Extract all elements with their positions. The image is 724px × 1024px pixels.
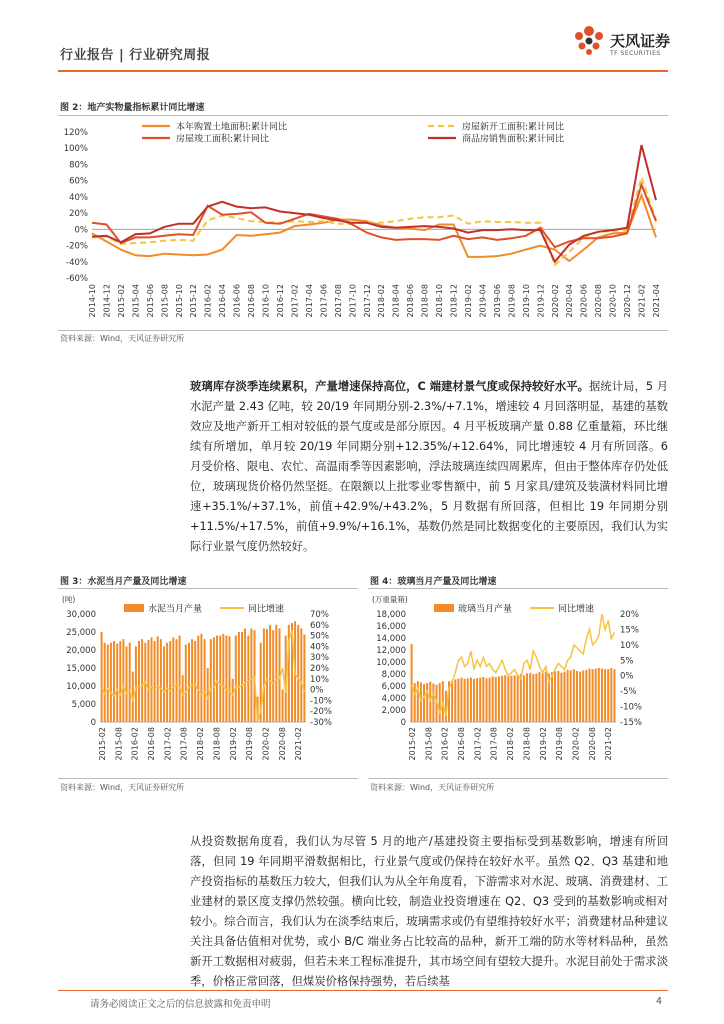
x-tick-label: 2020-08 xyxy=(587,727,597,761)
production-bar xyxy=(604,669,606,722)
y-right-tick-label: 70% xyxy=(310,610,329,620)
production-bar xyxy=(157,636,159,722)
x-tick-label: 2019-06 xyxy=(492,284,502,318)
production-bar xyxy=(532,674,534,722)
x-tick-label: 2015-10 xyxy=(174,284,184,318)
unit-label: (吨) xyxy=(62,595,76,604)
production-bar xyxy=(579,672,581,722)
x-tick-label: 2019-08 xyxy=(555,727,565,761)
x-tick-label: 2016-02 xyxy=(440,727,450,761)
x-tick-label: 2017-06 xyxy=(319,284,329,318)
footer-disclaimer: 请务必阅读正文之后的信息披露和免责申明 xyxy=(90,999,271,1010)
y-left-tick-label: 12,000 xyxy=(376,646,406,656)
y-right-tick-label: -20% xyxy=(310,707,332,718)
production-bar xyxy=(129,643,131,722)
x-tick-label: 2017-04 xyxy=(304,284,314,318)
x-tick-label: 2015-04 xyxy=(131,284,141,318)
x-tick-label: 2017-08 xyxy=(179,727,189,761)
production-bar xyxy=(213,637,215,722)
production-bar xyxy=(110,643,112,722)
y-left-tick-label: 25,000 xyxy=(66,628,96,638)
y-right-tick-label: 60% xyxy=(310,620,329,631)
production-bar xyxy=(200,634,202,722)
figure-3-rule xyxy=(58,588,358,589)
production-bar xyxy=(113,641,115,722)
production-bar xyxy=(476,678,478,722)
x-tick-label: 2021-02 xyxy=(604,727,614,761)
production-bar xyxy=(197,636,199,722)
production-bar xyxy=(432,684,434,722)
production-bar xyxy=(551,672,553,722)
production-bar xyxy=(216,636,218,722)
x-tick-label: 2019-10 xyxy=(521,284,531,318)
figure-4-rule xyxy=(368,588,668,589)
x-tick-label: 2020-02 xyxy=(550,284,560,318)
y-tick-label: 120% xyxy=(63,128,88,138)
production-bar xyxy=(163,646,165,722)
production-bar xyxy=(266,629,268,722)
x-tick-label: 2017-12 xyxy=(362,284,372,318)
y-left-tick-label: 10,000 xyxy=(66,682,96,692)
y-tick-label: 20% xyxy=(69,209,88,220)
production-bar xyxy=(101,632,103,722)
production-bar xyxy=(241,632,243,722)
production-bar xyxy=(461,678,463,722)
production-bar xyxy=(272,630,274,722)
figure-2-bottom-rule xyxy=(58,330,668,331)
x-tick-label: 2019-12 xyxy=(536,284,546,318)
production-bar xyxy=(454,679,456,722)
y-right-tick-label: 40% xyxy=(310,642,329,653)
production-bar xyxy=(601,669,603,722)
figure-2-title: 图 2：地产实物量指标累计同比增速 xyxy=(60,103,205,113)
production-bar xyxy=(504,675,506,722)
production-bar xyxy=(510,676,512,722)
y-right-tick-label: 0% xyxy=(310,685,324,696)
figure-2-rule xyxy=(58,115,668,116)
y-right-tick-label: 30% xyxy=(310,653,329,664)
production-bar xyxy=(482,677,484,722)
y-right-tick-label: 10% xyxy=(310,674,329,685)
production-bar xyxy=(582,670,584,722)
x-tick-label: 2016-02 xyxy=(203,284,213,318)
x-tick-label: 2018-06 xyxy=(406,284,416,318)
paragraph-1-lead: 玻璃库存淡季连续累积，产量增速保持高位，C 端建材景气度或保持较好水平。 xyxy=(190,380,589,393)
production-bar xyxy=(489,678,491,722)
y-left-tick-label: 15,000 xyxy=(66,664,96,674)
production-bar xyxy=(244,628,246,722)
x-tick-label: 2020-08 xyxy=(277,727,287,761)
logo-text-cn: 天风证券 xyxy=(610,32,671,50)
y-right-tick-label: 50% xyxy=(310,631,329,642)
y-left-tick-label: 10,000 xyxy=(376,658,406,668)
x-tick-label: 2018-02 xyxy=(196,727,206,761)
x-tick-label: 2016-10 xyxy=(261,284,271,318)
production-bar xyxy=(526,673,528,722)
x-tick-label: 2017-02 xyxy=(290,284,300,318)
production-bar xyxy=(303,635,305,723)
y-right-tick-label: 5% xyxy=(620,656,634,667)
x-tick-label: 2019-02 xyxy=(538,727,548,761)
production-bar xyxy=(420,682,422,722)
x-tick-label: 2016-04 xyxy=(218,284,228,318)
y-left-tick-label: 0 xyxy=(90,718,96,728)
production-bar xyxy=(166,643,168,722)
production-bar xyxy=(191,639,193,722)
production-bar xyxy=(235,636,237,722)
x-tick-label: 2018-12 xyxy=(449,284,459,318)
production-bar xyxy=(172,637,174,722)
x-tick-label: 2014-10 xyxy=(88,284,97,318)
x-tick-label: 2021-04 xyxy=(652,284,661,318)
production-bar xyxy=(229,636,231,722)
x-tick-label: 2020-06 xyxy=(579,284,589,318)
figure-4-bottom-rule xyxy=(368,778,668,779)
x-tick-label: 2017-10 xyxy=(348,284,358,318)
y-left-tick-label: 4,000 xyxy=(381,694,406,704)
production-bar xyxy=(492,676,494,722)
production-bar xyxy=(607,669,609,722)
x-tick-label: 2021-02 xyxy=(637,284,647,318)
production-bar xyxy=(147,640,149,722)
y-right-tick-label: 15% xyxy=(620,625,639,636)
company-logo xyxy=(570,22,680,66)
x-tick-label: 2016-08 xyxy=(147,727,157,761)
production-bar xyxy=(585,670,587,722)
x-tick-label: 2018-04 xyxy=(391,284,401,318)
production-bar xyxy=(116,644,118,723)
paragraph-1-body: 据统计局，5 月水泥产量 2.43 亿吨，较 20/19 年同期分别-2.3%/+7.1%，增速较 4 月回落明显，基建的基数效应及地产新开工相对较低的景气度或是部分原因。4 月平板玻璃产量 0.88 亿重量箱，环比继续有所增加，单月较 20/19 年同期分别+12.35%/+12.64%，同比增速较 4 月有所回落。6 月受价格、限电、农忙、高温雨季等因素影响，浮法玻璃连续四周累库，但由于整体库存仍处低位，玻璃现货价格仍然坚挺。在限额以上批零业零售额中，前 5 月家具/建筑及装潢材料同比增速+35.1%/+37.1%，前值+42.9%/+43.2%，5 月数据有所回落，但相比 19 年同期分别+11.5%/+17.5%，前值+9.9%/+16.1%，基数仍然是同比数据变化的主要原因，我们认为实际行业景气度仍然较好。 xyxy=(190,380,668,553)
y-tick-label: -40% xyxy=(66,257,88,268)
production-bar xyxy=(151,637,153,722)
production-bar xyxy=(457,679,459,722)
production-bar xyxy=(411,644,413,722)
production-bar xyxy=(570,670,572,722)
y-left-tick-label: 18,000 xyxy=(376,610,406,620)
x-tick-label: 2015-06 xyxy=(145,284,155,318)
production-bar xyxy=(122,639,124,722)
x-tick-label: 2019-02 xyxy=(464,284,473,318)
production-bar xyxy=(275,625,277,722)
y-left-tick-label: 16,000 xyxy=(376,622,406,632)
y-tick-label: -60% xyxy=(66,274,88,284)
y-tick-label: 60% xyxy=(69,176,88,187)
production-bar xyxy=(247,636,249,722)
production-bar xyxy=(188,643,190,722)
legend-bar-swatch xyxy=(434,604,454,612)
y-left-tick-label: 5,000 xyxy=(71,700,96,710)
y-tick-label: 40% xyxy=(69,192,88,203)
x-tick-label: 2018-08 xyxy=(420,284,430,318)
x-tick-label: 2015-02 xyxy=(116,284,126,318)
production-bar xyxy=(176,639,178,722)
x-tick-label: 2017-02 xyxy=(163,727,173,761)
figure-2-source: 资料来源：Wind，天风证券研究所 xyxy=(60,334,185,343)
production-bar xyxy=(592,669,594,722)
series-line xyxy=(92,185,656,248)
production-bar xyxy=(613,669,615,722)
production-bar xyxy=(179,636,181,722)
production-bar xyxy=(119,641,121,722)
production-bar xyxy=(219,636,221,722)
production-bar xyxy=(104,643,106,722)
production-bar xyxy=(576,671,578,722)
x-tick-label: 2019-04 xyxy=(478,284,488,318)
production-bar xyxy=(182,675,184,722)
production-bar xyxy=(169,641,171,722)
figure-3-bottom-rule xyxy=(58,778,358,779)
x-tick-label: 2020-02 xyxy=(571,727,581,761)
y-tick-label: 80% xyxy=(69,160,88,171)
figure-3-source: 资料来源：Wind，天风证券研究所 xyxy=(60,783,185,792)
header-divider xyxy=(58,70,668,72)
y-left-tick-label: 6,000 xyxy=(381,682,406,692)
production-bar xyxy=(598,668,600,722)
production-bar xyxy=(238,632,240,722)
x-tick-label: 2018-02 xyxy=(506,727,516,761)
x-tick-label: 2019-08 xyxy=(507,284,517,318)
production-bar xyxy=(486,678,488,722)
production-bar xyxy=(126,646,128,722)
legend-label: 房屋竣工面积:累计同比 xyxy=(176,134,270,145)
x-tick-label: 2017-08 xyxy=(489,727,499,761)
production-bar xyxy=(222,634,224,722)
production-bar xyxy=(250,628,252,722)
production-bar xyxy=(495,677,497,722)
x-tick-label: 2015-08 xyxy=(424,727,434,761)
production-bar xyxy=(479,678,481,722)
production-bar xyxy=(517,675,519,722)
production-bar xyxy=(595,669,597,722)
production-bar xyxy=(464,679,466,722)
y-right-tick-label: 10% xyxy=(620,640,639,651)
production-bar xyxy=(560,673,562,722)
production-bar xyxy=(426,683,428,722)
x-tick-label: 2016-02 xyxy=(130,727,140,761)
y-right-tick-label: -15% xyxy=(620,718,642,728)
x-tick-label: 2021-02 xyxy=(294,727,304,761)
x-tick-label: 2015-08 xyxy=(160,284,170,318)
legend-label: 房屋新开工面积:累计同比 xyxy=(462,122,565,133)
production-bar xyxy=(507,676,509,722)
legend-label: 商品房销售面积:累计同比 xyxy=(462,134,565,145)
series-line xyxy=(92,177,656,265)
x-tick-label: 2018-10 xyxy=(435,284,445,318)
y-tick-label: 100% xyxy=(63,144,88,155)
x-tick-label: 2020-08 xyxy=(594,284,604,318)
y-tick-label: -20% xyxy=(66,241,88,252)
production-bar xyxy=(160,639,162,722)
y-right-tick-label: 0% xyxy=(620,671,634,682)
production-bar xyxy=(282,690,284,722)
footer-divider xyxy=(58,990,668,991)
production-bar xyxy=(297,625,299,722)
page-number: 4 xyxy=(656,996,663,1007)
figure-3-title: 图 3：水泥当月产量及同比增速 xyxy=(60,577,187,587)
production-bar xyxy=(185,645,187,722)
production-bar xyxy=(554,672,556,722)
production-bar xyxy=(573,669,575,722)
production-bar xyxy=(539,672,541,722)
x-tick-label: 2017-02 xyxy=(473,727,483,761)
production-bar xyxy=(269,625,271,722)
x-tick-label: 2014-12 xyxy=(102,284,112,318)
figure-3-combo-chart xyxy=(58,590,358,778)
y-right-tick-label: -10% xyxy=(310,696,332,707)
production-bar xyxy=(154,641,156,722)
production-bar xyxy=(589,669,591,722)
production-bar xyxy=(473,679,475,722)
production-bar xyxy=(141,639,143,722)
x-tick-label: 2016-08 xyxy=(247,284,257,318)
paragraph-2: 从投资数据角度看，我们认为尽管 5 月的地产/基建投资主要指标受到基数影响，增速有所回落，但同 19 年同期平滑数据相比，行业景气度或仍保持在较好水平。虽然 Q2、Q3 基建和地产投资指标的基数压力较大，但我们认为从全年角度看，下游需求对水泥、玻璃、消费建材、工业建材的景区度支撑仍然较强。横向比较，制造业投资增速在 Q2、Q3 受到的基数影响或相对较小。综合而言，我们认为在淡季结束后，玻璃需求或仍有望维持较好水平；消费建材品种建议关注具备估值相对优势，或小 B/C 端业务占比较高的品种，新开工端的防水等材料品种，虽然新开工数据相对疲弱，但若未来工程标准提升，其市场空间有望较大提升。水泥目前处于需求淡季，价格正常回落，但煤炭价格保持强势，若后续基 xyxy=(190,835,668,988)
x-tick-label: 2016-06 xyxy=(232,284,242,318)
production-bar xyxy=(542,673,544,722)
x-tick-label: 2018-02 xyxy=(377,284,387,318)
production-bar xyxy=(564,672,566,722)
y-right-tick-label: -5% xyxy=(620,687,637,698)
production-bar xyxy=(498,676,500,722)
x-tick-label: 2020-10 xyxy=(608,284,618,318)
production-bar xyxy=(300,628,302,722)
y-left-tick-label: 2,000 xyxy=(381,706,406,716)
legend-bar-label: 水泥当月产量 xyxy=(148,604,203,615)
production-bar xyxy=(567,670,569,722)
x-tick-label: 2015-02 xyxy=(408,727,417,761)
y-left-tick-label: 20,000 xyxy=(66,646,96,656)
figure-4-combo-chart xyxy=(368,590,668,778)
y-right-tick-label: -10% xyxy=(620,702,642,713)
x-tick-label: 2019-08 xyxy=(245,727,255,761)
figure-2-line-chart xyxy=(58,118,668,330)
production-bar xyxy=(535,673,537,722)
production-bar xyxy=(557,671,559,722)
production-bar xyxy=(520,674,522,722)
x-tick-label: 2017-08 xyxy=(333,284,343,318)
production-bar xyxy=(194,641,196,722)
production-bar xyxy=(138,641,140,722)
production-bar xyxy=(135,646,137,722)
legend-line-label: 同比增速 xyxy=(558,604,595,615)
logo-icon xyxy=(570,22,608,62)
x-tick-label: 2020-04 xyxy=(565,284,575,318)
production-bar xyxy=(467,678,469,722)
x-tick-label: 2016-08 xyxy=(457,727,467,761)
figure-4-title: 图 4：玻璃当月产量及同比增速 xyxy=(370,577,497,587)
production-bar xyxy=(107,645,109,722)
production-bar xyxy=(263,628,265,722)
production-bar xyxy=(545,672,547,722)
x-tick-label: 2020-02 xyxy=(261,727,271,761)
production-bar xyxy=(470,678,472,722)
y-left-tick-label: 14,000 xyxy=(376,634,406,644)
legend-bar-swatch xyxy=(124,604,144,612)
x-tick-label: 2018-08 xyxy=(212,727,222,761)
production-bar xyxy=(451,681,453,722)
x-tick-label: 2019-02 xyxy=(228,727,238,761)
production-bar xyxy=(414,683,416,722)
y-left-tick-label: 8,000 xyxy=(381,670,406,680)
y-left-tick-label: 0 xyxy=(400,718,406,728)
report-header-title: 行业报告 | 行业研究周报 xyxy=(60,48,211,63)
production-bar xyxy=(204,639,206,722)
series-line xyxy=(92,145,656,262)
x-tick-label: 2015-08 xyxy=(114,727,124,761)
logo-text-en: TF SECURITIES xyxy=(610,50,661,57)
y-left-tick-label: 30,000 xyxy=(66,610,96,620)
figure-4-source: 资料来源：Wind，天风证券研究所 xyxy=(370,783,495,792)
legend-label: 本年购置土地面积:累计同比 xyxy=(176,122,288,133)
production-bar xyxy=(232,679,234,722)
legend-bar-label: 玻璃当月产量 xyxy=(458,604,513,615)
production-bar xyxy=(439,683,441,722)
paragraph-1 xyxy=(190,377,668,557)
production-bar xyxy=(529,673,531,722)
legend-line-label: 同比增速 xyxy=(248,604,285,615)
x-tick-label: 2020-12 xyxy=(623,284,633,318)
y-right-tick-label: 20% xyxy=(620,610,639,620)
production-bar xyxy=(610,668,612,722)
production-bar xyxy=(225,636,227,722)
x-tick-label: 2015-02 xyxy=(98,727,107,761)
y-right-tick-label: -30% xyxy=(310,718,332,728)
x-tick-label: 2015-12 xyxy=(189,284,199,318)
y-tick-label: 0% xyxy=(74,225,88,236)
x-tick-label: 2016-12 xyxy=(276,284,285,318)
unit-label: (万重量箱) xyxy=(372,595,408,604)
production-bar xyxy=(210,639,212,722)
y-right-tick-label: 20% xyxy=(310,664,329,674)
production-bar xyxy=(423,684,425,722)
x-tick-label: 2018-08 xyxy=(522,727,532,761)
production-bar xyxy=(523,675,525,722)
production-bar xyxy=(501,676,503,722)
production-bar xyxy=(514,675,516,722)
